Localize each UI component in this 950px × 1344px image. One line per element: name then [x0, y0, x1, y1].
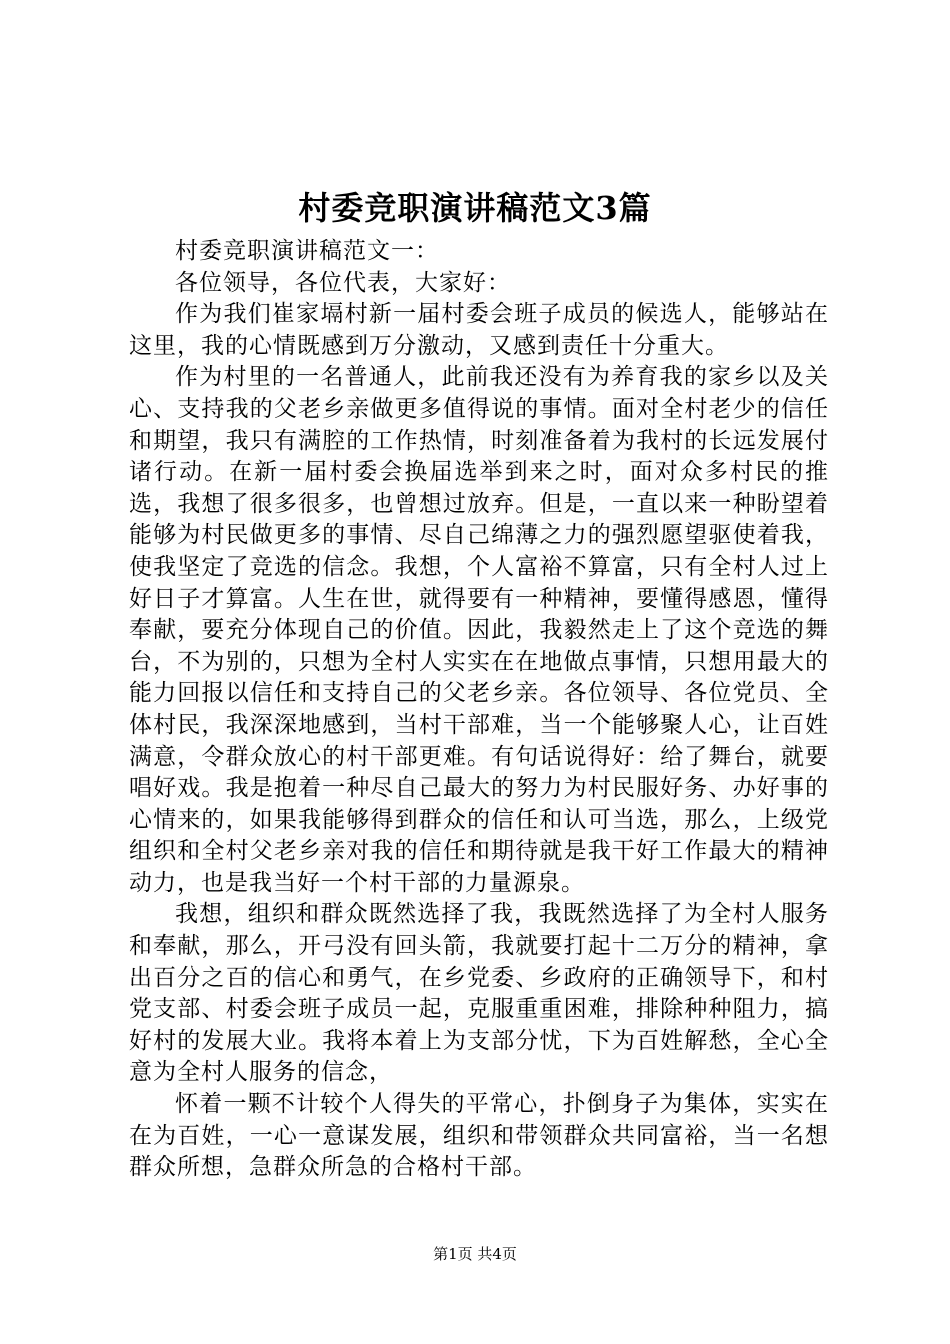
section-heading: 村委竞职演讲稿范文一： — [175, 238, 439, 264]
body-paragraph: 怀着一颗不计较个人得失的平常心，扑倒身子为集体，实实在在为百姓，一心一意谋发展，组织和带领群众共同富裕，当一名想群众所想，急群众所急的合格村干部。 — [129, 1091, 829, 1181]
body-paragraph: 作为村里的一名普通人，此前我还没有为养育我的家乡以及关心、支持我的父老乡亲做更多值得说的事情。面对全村老少的信任和期望，我只有满腔的工作热情，时刻准备着为我村的长远发展付诸行动。在新一届村委会换届选举到来之时，面对众多村民的推选，我想了很多很多，也曾想过放弃。但是，一直以来一种盼望着能够为村民做更多的事情、尽自己绵薄之力的强烈愿望驱使着我，使我坚定了竞选的信念。我想，个人富裕不算富，只有全村人过上好日子才算富。人生在世，就得要有一种精神，要懂得感恩，懂得奉献，要充分体现自己的价值。因此，我毅然走上了这个竞选的舞台，不为别的，只想为全村人实实在在地做点事情，只想用最大的能力回报以信任和支持自己的父老乡亲。各位领导、各位党员、全体村民，我深深地感到，当村干部难，当一个能够聚人心，让百姓满意，令群众放心的村干部更难。有句话说得好：给了舞台，就要唱好戏。我是抱着一种尽自己最大的努力为村民服好务、办好事的心情来的，如果我能够得到群众的信任和认可当选，那么，上级党组织和全村父老乡亲对我的信任和期待就是我干好工作最大的精神动力，也是我当好一个村干部的力量源泉。 — [129, 364, 829, 896]
body-paragraph: 我想，组织和群众既然选择了我，我既然选择了为全村人服务和奉献，那么，开弓没有回头箭，我就要打起十二万分的精神，拿出百分之百的信心和勇气，在乡党委、乡政府的正确领导下，和村党支部、村委会班子成员一起，克服重重困难，排除种种阻力，搞好村的发展大业。我将本着上为支部分忧，下为百姓解愁，全心全意为全村人服务的信念， — [129, 901, 829, 1086]
body-paragraph: 作为我们崔家塥村新一届村委会班子成员的候选人，能够站在这里，我的心情既感到万分激动，又感到责任十分重大。 — [129, 301, 829, 359]
page-footer: 第1页 共4页 — [433, 1245, 517, 1263]
document-body — [129, 236, 829, 1184]
salutation: 各位领导，各位代表，大家好： — [175, 269, 511, 296]
document-title: 村委竞职演讲稿范文3篇 — [298, 189, 652, 227]
